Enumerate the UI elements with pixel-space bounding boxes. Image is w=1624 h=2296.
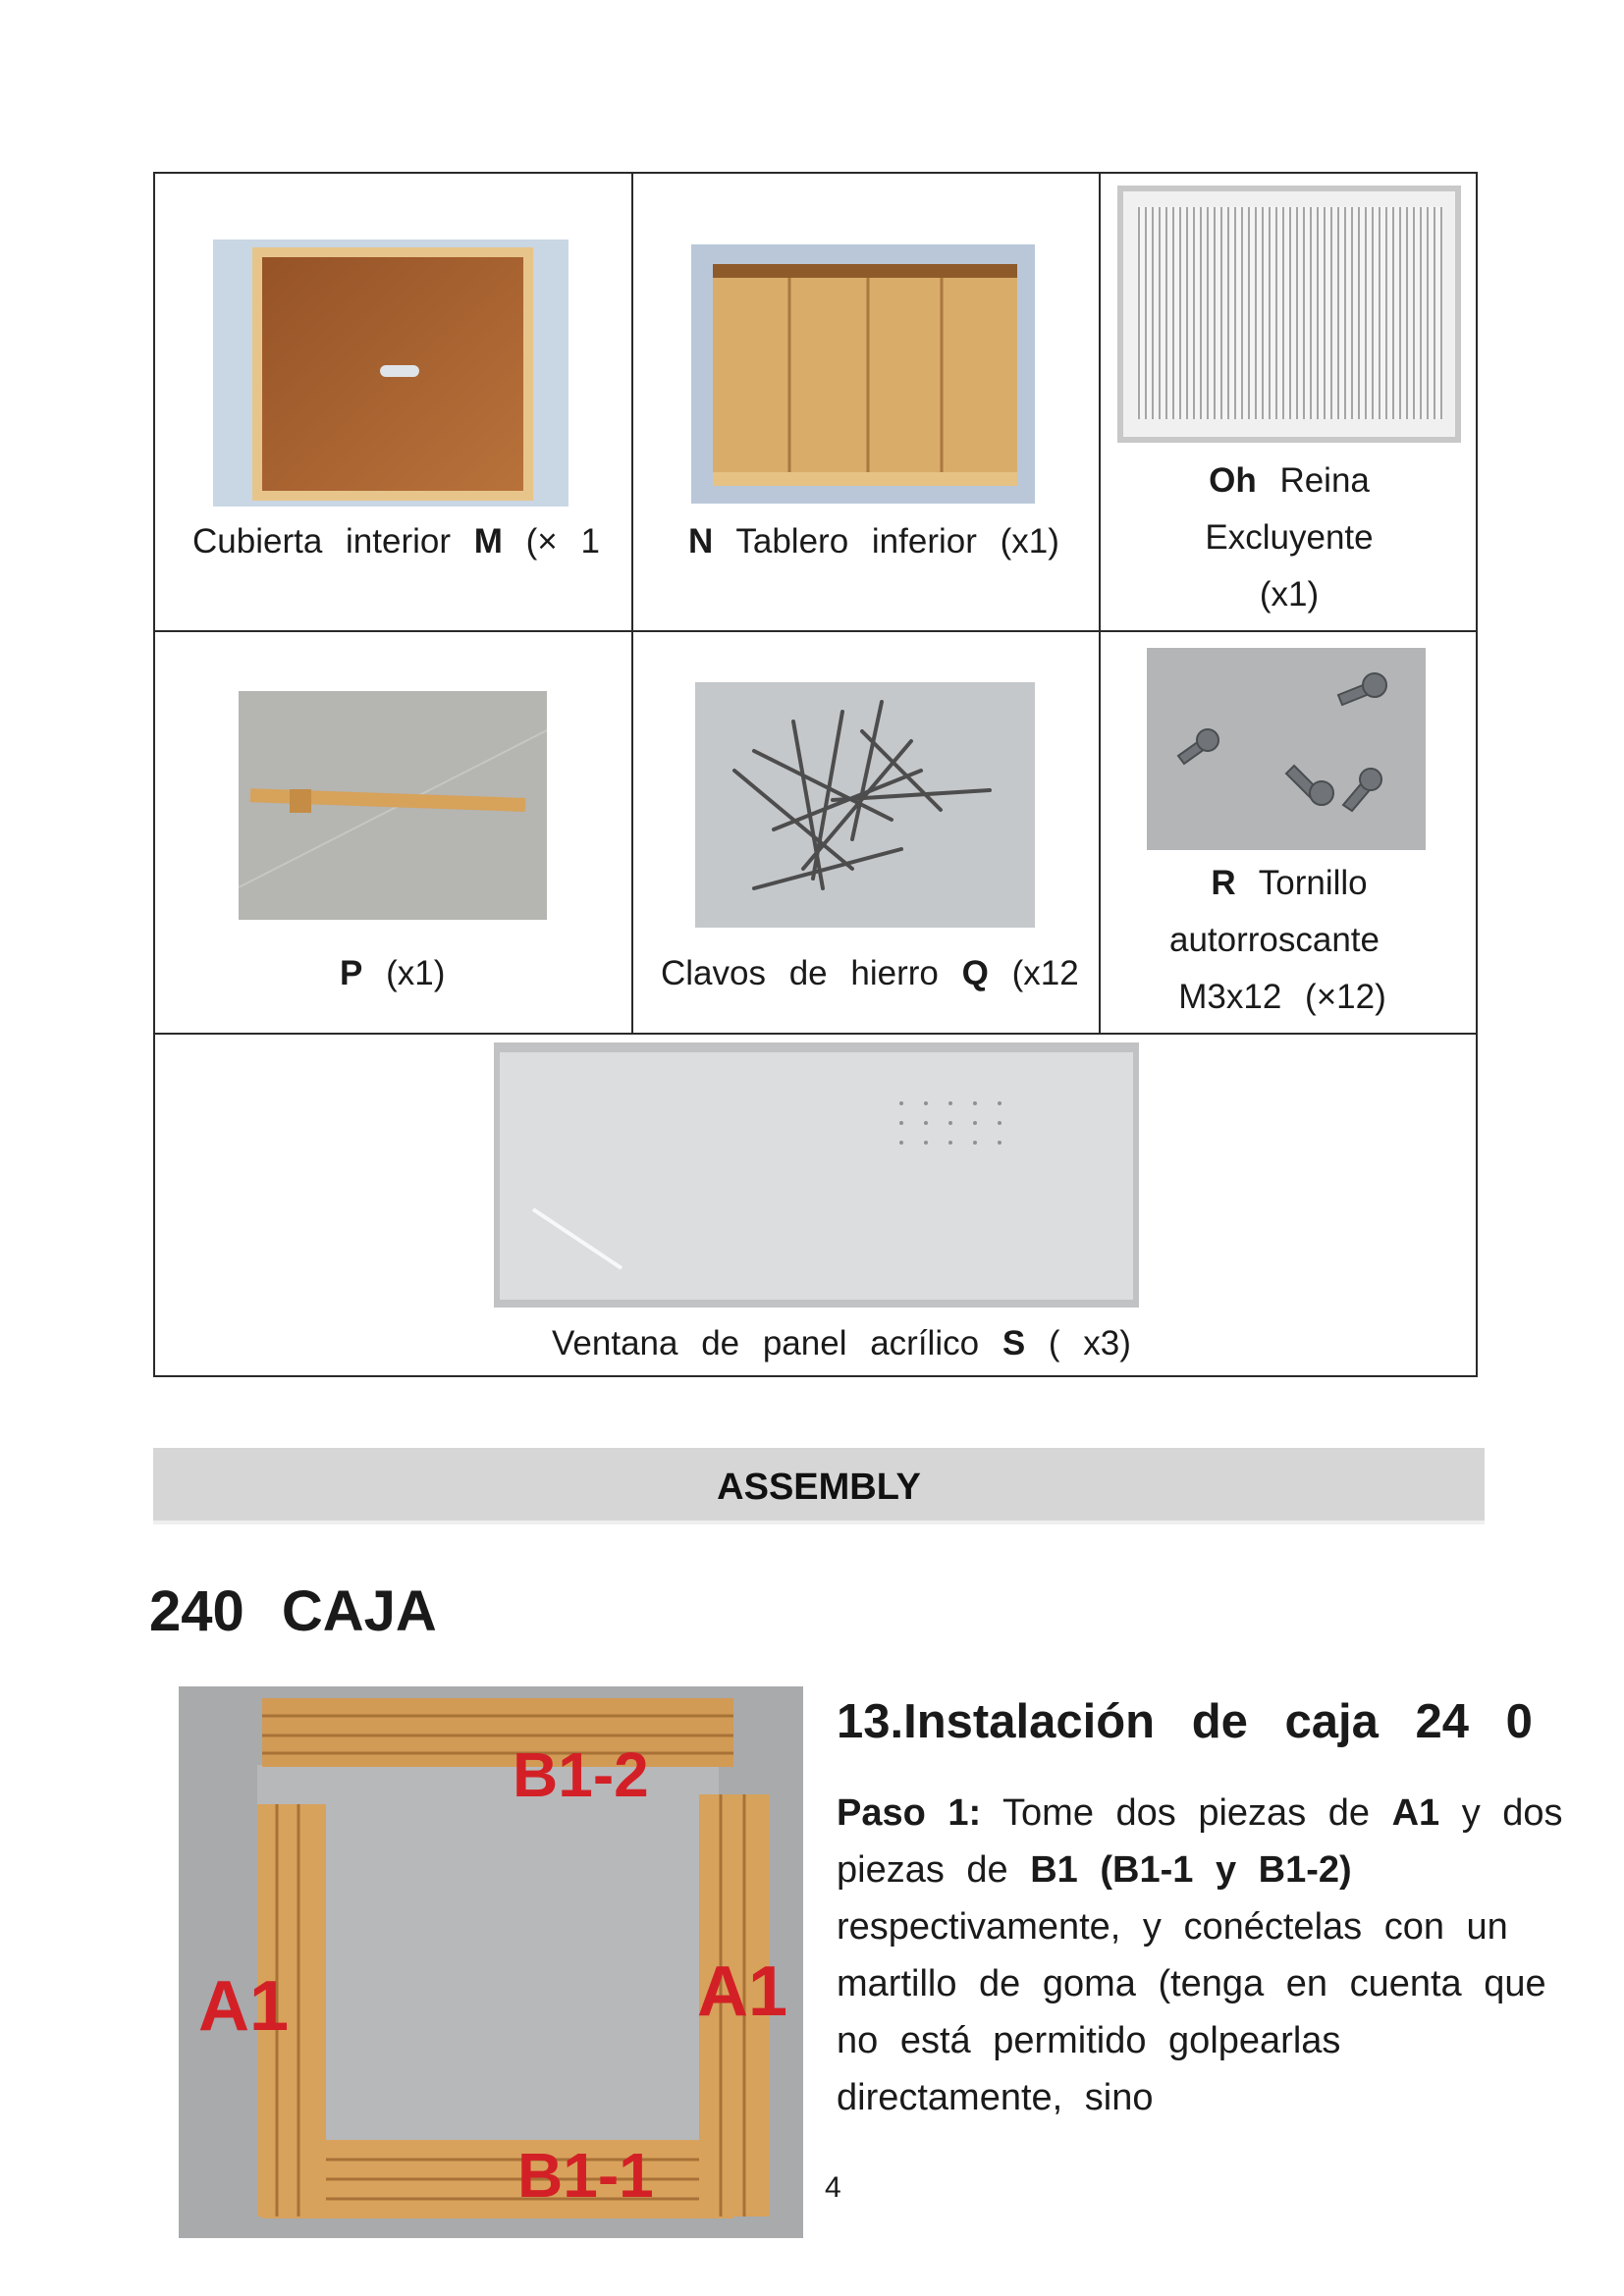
part-m-caption: Cubierta interior M (× 1	[192, 522, 600, 561]
label-a1-right: A1	[697, 1952, 788, 2031]
queen-excluder-photo	[1117, 186, 1461, 443]
step-instructions: Paso 1: Tome dos piezas de A1 y dos piezas de B1 (B1-1 y B1-2) respectivamente, y conéctelas con un martillo de goma (tenga en cuenta que no está permitido golpearlas directamente, sino	[837, 1792, 1563, 2118]
section-title: 240 CAJA	[149, 1579, 437, 1643]
page-number: 4	[825, 2171, 841, 2204]
table-divider	[631, 174, 633, 1033]
self-tapping-screws-photo	[1147, 648, 1426, 850]
iron-nails-photo	[695, 682, 1035, 928]
part-p-photo	[239, 691, 547, 920]
label-b1-2: B1-2	[513, 1739, 649, 1810]
inner-cover-photo	[213, 240, 568, 507]
table-divider	[155, 630, 1476, 632]
part-r-caption: R Tornillo autorroscante M3x12 (×12)	[1168, 864, 1386, 1016]
part-p-caption: P (x1)	[340, 954, 446, 992]
box-assembly-photo	[179, 1686, 803, 2238]
part-q-caption: Clavos de hierro Q (x12	[661, 954, 1079, 992]
parts-table	[153, 172, 1478, 1377]
step-title: 13.Instalación de caja 24 0	[837, 1695, 1533, 1748]
label-a1-left: A1	[198, 1967, 290, 2046]
table-divider	[155, 1033, 1476, 1035]
part-s-caption: Ventana de panel acrílico S ( x3)	[552, 1324, 1131, 1362]
label-b1-1: B1-1	[517, 2140, 654, 2211]
part-o-caption: Oh Reina Excluyente (x1)	[1205, 461, 1374, 614]
part-n-caption: N Tablero inferior (x1)	[688, 522, 1059, 561]
acrylic-panel-photo	[494, 1042, 1139, 1308]
assembly-header: ASSEMBLY	[153, 1448, 1485, 1524]
bottom-board-photo	[691, 244, 1035, 504]
